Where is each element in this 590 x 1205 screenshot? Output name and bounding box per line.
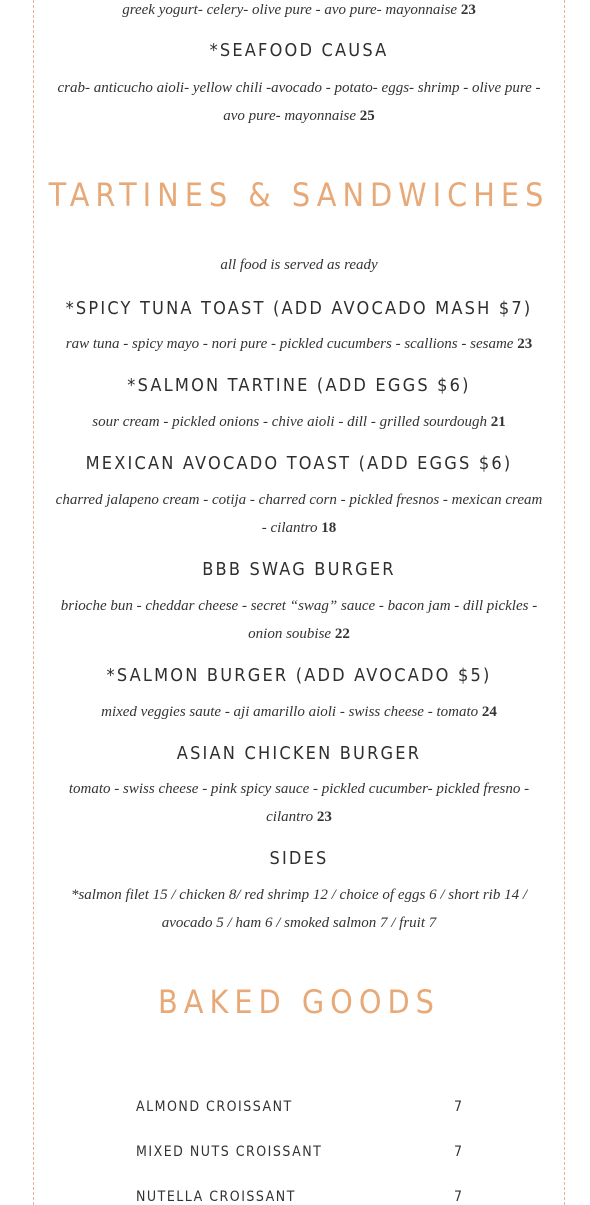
baked-good-name: NUTELLA CROISSANT <box>136 1189 296 1205</box>
item-description: crab- anticucho aioli- yellow chili -avocado - potato- eggs- shrimp - olive pure - avo pure- mayonnaise 25 <box>57 80 541 124</box>
item-description: charred jalapeno cream - cotija - charred corn - pickled fresnos - mexican cream - cilantro 18 <box>55 492 543 536</box>
item-description: raw tuna - spicy mayo - nori pure - pickled cucumbers - scallions - sesame 23 <box>65 336 533 352</box>
item-title: ASIAN CHICKEN BURGER <box>176 743 422 764</box>
menu-item-desc <box>34 775 564 831</box>
item-description: mixed veggies saute - aji amarillo aioli - swiss cheese - tomato 24 <box>101 704 497 720</box>
menu-item-desc <box>34 486 564 542</box>
menu-item-bbb-swag-burger <box>34 559 564 580</box>
baked-good-name: ALMOND CROISSANT <box>136 1099 293 1115</box>
menu-item-mexican-avocado-toast <box>34 453 564 474</box>
item-description: greek yogurt- celery- olive pure - avo pure- mayonnaise 23 <box>122 2 476 18</box>
item-description: brioche bun - cheddar cheese - secret “swag” sauce - bacon jam - dill pickles - onion soubise 22 <box>60 598 538 642</box>
menu-item-desc <box>34 408 564 436</box>
item-price: 22 <box>334 626 350 642</box>
baked-good-price: 7 <box>454 1099 463 1115</box>
baked-good-name: MIXED NUTS CROISSANT <box>136 1144 323 1160</box>
menu-item-seafood-causa-desc <box>34 74 564 130</box>
item-title: *SALMON TARTINE (ADD EGGS $6) <box>127 375 471 396</box>
baked-good-price: 7 <box>454 1189 463 1205</box>
item-title: *SALMON BURGER (ADD AVOCADO $5) <box>106 665 492 686</box>
section-title-baked-goods: BAKED GOODS <box>158 983 440 1021</box>
item-title: *SPICY TUNA TOAST (ADD AVOCADO MASH $7) <box>65 298 533 319</box>
menu-item-sides <box>34 848 564 869</box>
menu-item-desc <box>34 881 564 937</box>
menu-item-salmon-burger <box>34 665 564 686</box>
item-description: *salmon filet 15 / chicken 8/ red shrimp 12 / choice of eggs 6 / short rib 14 / avocado 5 / ham 6 / smoked salmon 7 / fruit 7 <box>70 887 528 931</box>
section-note: all food is served as ready <box>220 257 378 273</box>
item-price: 24 <box>481 704 497 720</box>
item-price: 23 <box>517 336 533 352</box>
menu-item-desc <box>34 592 564 648</box>
menu-item-salmon-tartine <box>34 375 564 396</box>
item-title: SIDES <box>269 848 329 869</box>
item-description: sour cream - pickled onions - chive aioli - dill - grilled sourdough 21 <box>92 414 506 430</box>
item-title: MEXICAN AVOCADO TOAST (ADD EGGS $6) <box>85 453 513 474</box>
menu-page <box>33 0 565 1205</box>
menu-item-top-partial <box>34 0 564 24</box>
item-price: 23 <box>316 809 332 825</box>
menu-item-seafood-causa <box>34 40 564 61</box>
item-price: 18 <box>321 520 337 536</box>
baked-good-price: 7 <box>454 1144 463 1160</box>
menu-item-asian-chicken-burger <box>34 743 564 764</box>
item-price: 21 <box>490 414 506 430</box>
item-price: 25 <box>359 108 375 124</box>
item-title: *SEAFOOD CAUSA <box>209 40 389 61</box>
item-title: BBB SWAG BURGER <box>202 559 396 580</box>
section-title-tartines: TARTINES & SANDWICHES <box>48 176 550 214</box>
item-price: 23 <box>460 2 476 18</box>
menu-item-desc <box>34 330 564 358</box>
menu-item-spicy-tuna-toast <box>34 298 564 319</box>
menu-item-desc <box>34 698 564 726</box>
item-description: tomato - swiss cheese - pink spicy sauce - pickled cucumber- pickled fresno - cilantro 23 <box>68 781 530 825</box>
